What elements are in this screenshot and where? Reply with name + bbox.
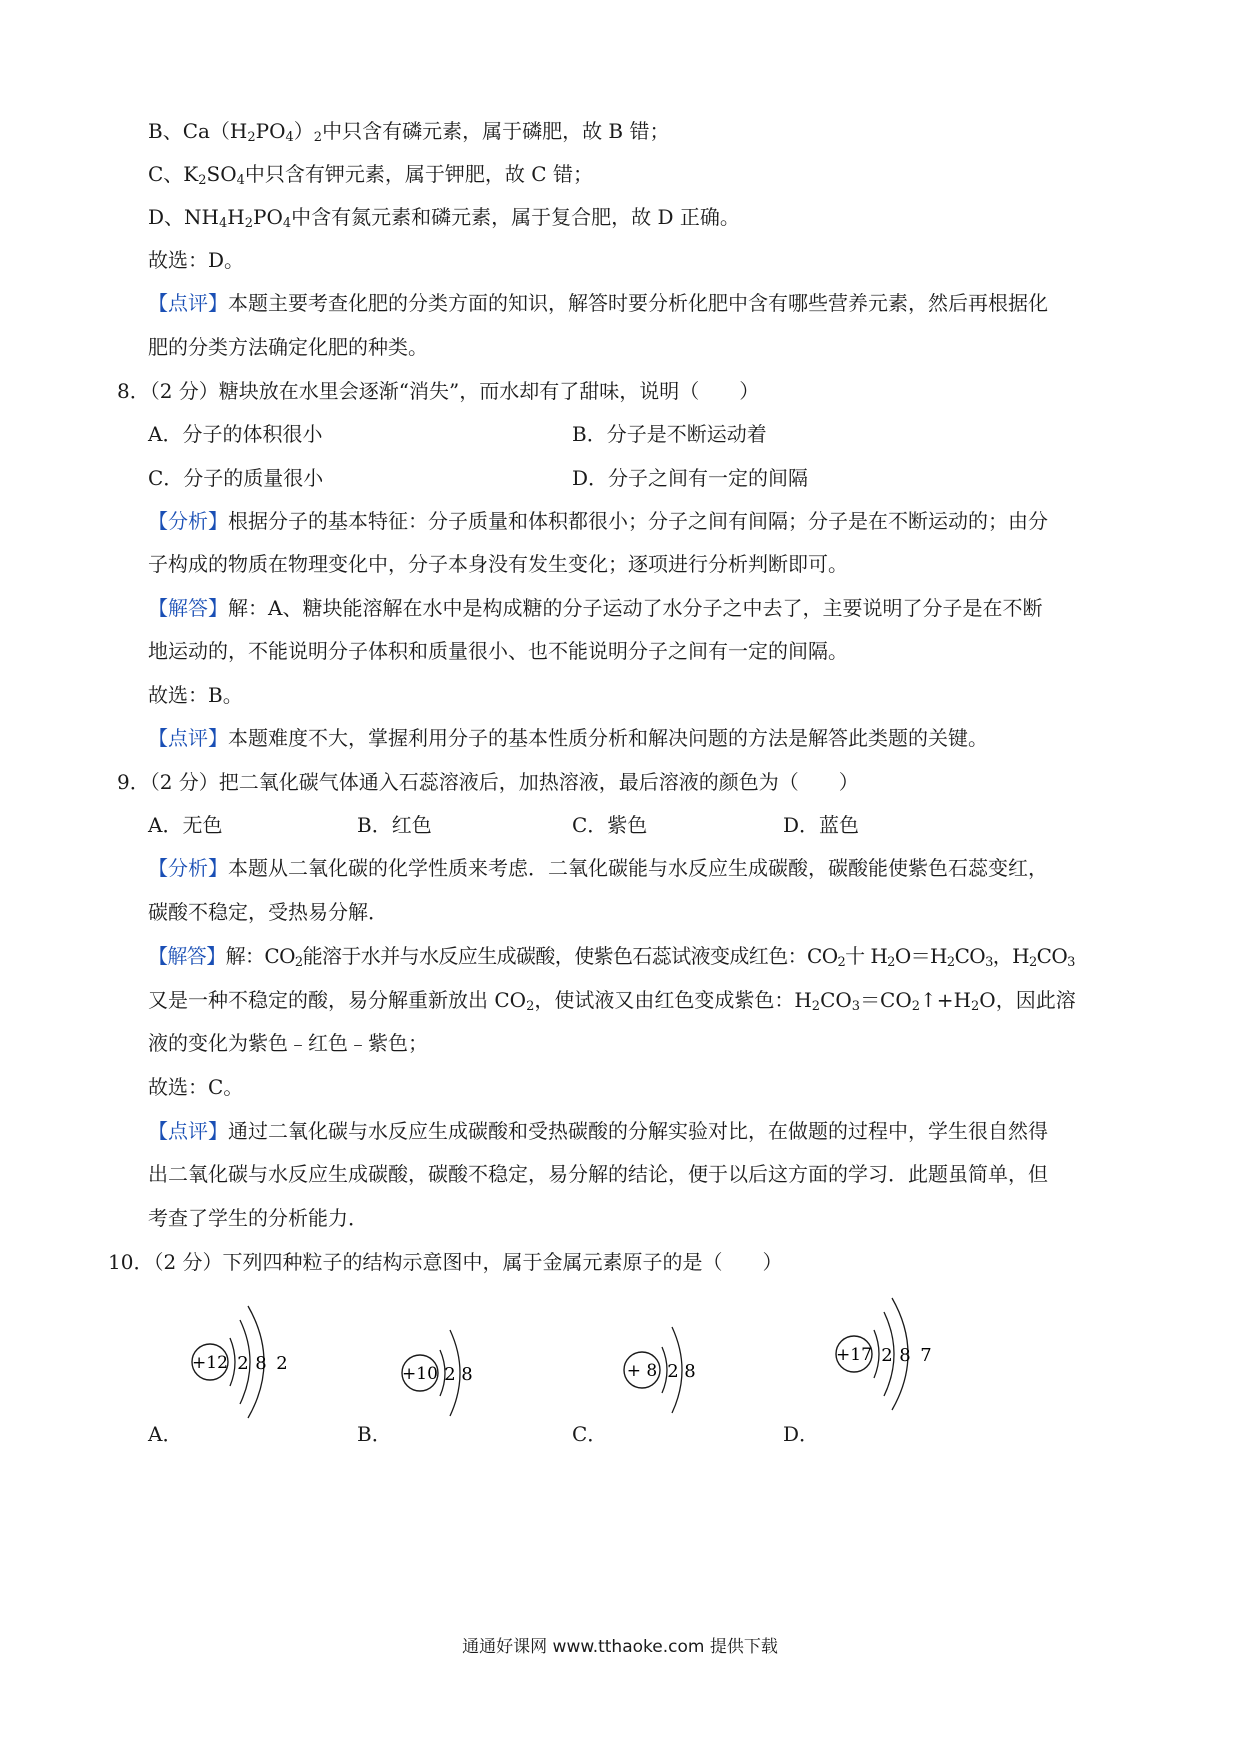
shell-count: 2 <box>881 1345 893 1366</box>
q9-option-a: A．无色 <box>148 813 223 837</box>
nucleus-charge: +12 <box>192 1353 228 1373</box>
option-d-explanation: D、$NH_4H_2PO_4$中含有氮元素和磷元素，属于复合肥，故 D 正确。 <box>148 205 740 231</box>
shell-count: 8 <box>684 1361 696 1382</box>
q8-choice: 故选：B。 <box>148 683 243 707</box>
shell-count: 2 <box>276 1353 288 1374</box>
atom-diagram-c <box>622 1314 722 1429</box>
prev-comment-cont: 肥的分类方法确定化肥的种类。 <box>148 335 428 359</box>
q9-answer-cont2: 液的变化为紫色﹣红色﹣紫色； <box>148 1031 428 1055</box>
q8-option-c: C．分子的质量很小 <box>148 466 324 490</box>
question-8-stem: 8．（2 分）糖块放在水里会逐渐“消失”，而水却有了甜味，说明（ ） <box>117 379 760 403</box>
nucleus-charge: + 8 <box>626 1361 658 1381</box>
q9-analysis: 【分析】本题从二氧化碳的化学性质来考虑．二氧化碳能与水反应生成碳酸，碳酸能使紫色石蕊变红， <box>148 856 1048 880</box>
nucleus-charge: +17 <box>836 1345 872 1365</box>
analysis-tag: 【分析】 <box>148 509 228 533</box>
q8-comment: 【点评】本题难度不大，掌握利用分子的基本性质分析和解决问题的方法是解答此类题的关键。 <box>148 726 988 750</box>
page-footer: 通通好课网 www.tthaoke.com 提供下载 <box>462 1637 778 1657</box>
answer-tag: 【解答】 <box>148 596 228 620</box>
q10-option-d: D． <box>783 1422 820 1446</box>
shell-count: 2 <box>237 1353 249 1374</box>
question-9-stem: 9．（2 分）把二氧化碳气体通入石蕊溶液后，加热溶液，最后溶液的颜色为（ ） <box>117 770 859 794</box>
atom-diagram-d <box>834 1292 954 1427</box>
nucleus-charge: +10 <box>402 1364 438 1384</box>
shell-count: 2 <box>667 1361 679 1382</box>
comment-tag: 【点评】 <box>148 291 228 315</box>
option-b-explanation: B、$Ca(H_2PO_4)_2$中只含有磷元素，属于磷肥，故 B 错； <box>148 119 670 145</box>
q8-option-a: A．分子的体积很小 <box>148 422 323 446</box>
q9-comment-cont: 出二氧化碳与水反应生成碳酸，碳酸不稳定，易分解的结论，便于以后这方面的学习．此题虽简单，但 <box>148 1162 1048 1186</box>
q10-option-a: A． <box>148 1422 183 1446</box>
question-10-stem: 10．（2 分）下列四种粒子的结构示意图中，属于金属元素原子的是（ ） <box>108 1250 783 1274</box>
shell-count: 8 <box>899 1345 911 1366</box>
shell-count: 7 <box>920 1345 932 1366</box>
comment-tag: 【点评】 <box>148 1119 228 1143</box>
atom-diagram-a <box>190 1300 310 1435</box>
prev-comment: 【点评】本题主要考查化肥的分类方面的知识，解答时要分析化肥中含有哪些营养元素，然后再根据化 <box>148 291 1048 315</box>
q8-answer: 【解答】解：A、糖块能溶解在水中是构成糖的分子运动了水分子之中去了，主要说明了分子是在不断 <box>148 596 1043 620</box>
q9-answer-cont: 又是一种不稳定的酸，易分解重新放出 $CO_2$，使试液又由红色变成紫色：$H_2CO_3=CO_2↑+H_2O$，因此溶 <box>148 988 1076 1014</box>
q9-option-b: B．红色 <box>357 813 432 837</box>
prev-choice: 故选：D。 <box>148 248 245 272</box>
option-c-explanation: C、$K_2SO_4$中只含有钾元素，属于钾肥，故 C 错； <box>148 162 593 188</box>
q9-choice: 故选：C。 <box>148 1075 244 1099</box>
q10-option-c: C． <box>572 1422 608 1446</box>
q9-analysis-cont: 碳酸不稳定，受热易分解． <box>148 900 388 924</box>
q8-analysis: 【分析】根据分子的基本特征：分子质量和体积都很小；分子之间有间隔；分子是在不断运动的；由分 <box>148 509 1048 533</box>
q9-comment-cont2: 考查了学生的分析能力． <box>148 1206 368 1230</box>
shell-count: 2 <box>444 1364 456 1385</box>
q8-option-b: B．分子是不断运动着 <box>572 422 767 446</box>
q8-answer-cont: 地运动的，不能说明分子体积和质量很小、也不能说明分子之间有一定的间隔。 <box>148 639 848 663</box>
shell-count: 8 <box>255 1353 267 1374</box>
q9-option-c: C．紫色 <box>572 813 648 837</box>
q9-answer: 【解答】解：$CO_2$能溶于水并与水反应生成碳酸，使紫色石蕊试液变成红色：$CO_2$十 $H_2O=H_2CO_3$，$H_2CO_3$ <box>148 944 1075 970</box>
answer-tag: 【解答】 <box>148 944 226 968</box>
q9-option-d: D．蓝色 <box>783 813 860 837</box>
comment-tag: 【点评】 <box>148 726 228 750</box>
q9-comment: 【点评】通过二氧化碳与水反应生成碳酸和受热碳酸的分解实验对比，在做题的过程中，学生很自然得 <box>148 1119 1048 1143</box>
q10-option-b: B． <box>357 1422 392 1446</box>
atom-diagram-b <box>400 1316 500 1431</box>
q8-option-d: D．分子之间有一定的间隔 <box>572 466 809 490</box>
shell-count: 8 <box>461 1364 473 1385</box>
analysis-tag: 【分析】 <box>148 856 228 880</box>
q8-analysis-cont: 子构成的物质在物理变化中，分子本身没有发生变化；逐项进行分析判断即可。 <box>148 552 848 576</box>
